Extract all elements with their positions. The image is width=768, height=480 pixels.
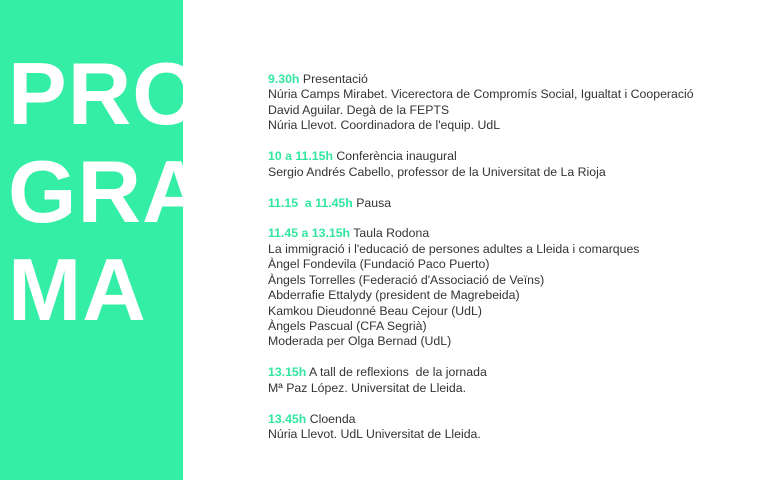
session-detail: David Aguilar. Degà de la FEPTS: [268, 102, 450, 117]
session-detail: Àngels Torrelles (Federació d'Associació de Veïns): [268, 272, 545, 287]
title-panel: [0, 0, 207, 480]
session-time: 13.45h: [268, 411, 307, 426]
session-title: Taula Rodona: [353, 226, 430, 241]
session-detail: Mª Paz López. Universitat de Lleida.: [268, 380, 466, 395]
session-detail: Moderada per Olga Bernad (UdL): [268, 334, 452, 349]
session-detail: Sergio Andrés Cabello, professor de la Universitat de La Rioja: [268, 164, 606, 179]
session-heading: [268, 72, 694, 87]
session-title: Cloenda: [309, 411, 356, 426]
session-time: 11.45 a 13.15h: [268, 226, 351, 241]
session-title: A tall de reflexions de la jornada: [309, 365, 487, 380]
title-line-1: PRO: [8, 44, 202, 143]
session-time: 11.15 a 11.45h: [268, 195, 353, 210]
program-session: [268, 149, 694, 180]
spacer: [268, 134, 694, 149]
session-heading: [268, 149, 694, 164]
session-heading: [268, 412, 694, 427]
session-title: Pausa: [356, 195, 392, 210]
session-detail: La immigració i l'educació de persones adultes a Lleida i comarques: [268, 241, 640, 256]
session-title: Presentació: [302, 72, 368, 86]
program-session: [268, 72, 694, 134]
session-time: 10 a 11.15h: [268, 149, 333, 164]
spacer: [268, 396, 694, 411]
program-session: [268, 365, 694, 396]
session-heading: [268, 365, 694, 380]
session-detail: Àngels Pascual (CFA Segrià): [268, 319, 427, 333]
session-title: Conferència inaugural: [336, 149, 457, 164]
program-session: [268, 412, 694, 443]
program-session: [268, 196, 694, 211]
title-line-3: MA: [8, 240, 147, 339]
program-session: [268, 226, 694, 350]
spacer: [268, 180, 694, 195]
session-heading: [268, 196, 694, 211]
session-time: 9.30h: [268, 72, 300, 86]
program-list: [268, 72, 694, 443]
session-detail: Àngel Fondevila (Fundació Paco Puerto): [268, 257, 490, 272]
session-detail: Kamkou Dieudonné Beau Cejour (UdL): [268, 303, 482, 318]
session-detail: Núria Camps Mirabet. Vicerectora de Compromís Social, Igualtat i Cooperació: [268, 87, 694, 102]
session-detail: Núria Llevot. UdL Universitat de Lleida.: [268, 427, 481, 442]
spacer: [268, 211, 694, 226]
spacer: [268, 350, 694, 365]
session-detail: Núria Llevot. Coordinadora de l'equip. UdL: [268, 118, 501, 133]
session-time: 13.15h: [268, 365, 307, 380]
session-detail: Abderrafie Ettalydy (president de Magrebeida): [268, 288, 520, 303]
title-line-2: GRA: [8, 142, 207, 241]
session-heading: [268, 226, 694, 241]
